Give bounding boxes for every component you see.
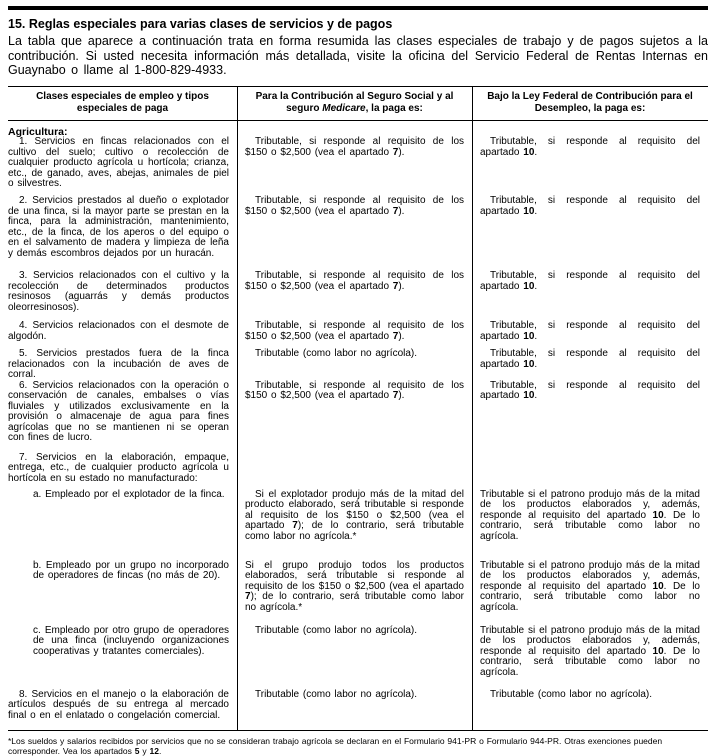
footnote: *Los sueldos y salarios recibidos por servicios que no se consideran trabajo agrícola se declaran en el Formulario 941-PR o Formulario 944-PR. Otras exenciones pueden corresponder. Vea los apartados 5 y 12. — [8, 735, 663, 756]
cell-clase-empleo: 5. Servicios prestados fuera de la finca relacionados con la incubación de aves de corral. — [8, 348, 229, 380]
cell-seguro-social: Tributable, si responde al requisito de los $150 o $2,500 (vea el apartado 7). — [245, 136, 464, 158]
cell-seguro-social: Tributable, si responde al requisito de los $150 o $2,500 (vea el apartado 7). — [245, 270, 464, 292]
table-row-7-intro — [8, 453, 708, 490]
cell-clase-empleo: a. Empleado por el explotador de la finca. — [33, 488, 225, 500]
table-row-1 — [8, 137, 708, 196]
column-divider-1 — [237, 87, 238, 730]
cell-seguro-social: Tributable (como labor no agrícola). — [255, 688, 418, 700]
cell-desempleo: Tributable si el patrono produjo más de la mitad de los productos elaborados y, además, responde al requisito del apartado 10. De lo contrario, será tributable como labor no agrícola. — [480, 488, 700, 542]
table-row-3 — [8, 271, 708, 321]
cell-seguro-social: Si el grupo produjo todos los productos elaborados, será tributable si responde al requisito de los $150 o $2,500 (vea el apartado 7); de lo contrario, será tributable como labor no agrícola.* — [245, 559, 464, 613]
cell-desempleo: Tributable, si responde al requisito del apartado 10. — [480, 320, 700, 342]
table-body — [8, 121, 708, 730]
table-row-8 — [8, 690, 708, 728]
cell-desempleo: Tributable, si responde al requisito del apartado 10. — [480, 136, 700, 158]
table-row-7c — [8, 626, 708, 690]
table-row-7b — [8, 561, 708, 626]
intro-paragraph: La tabla que aparece a continuación trata en forma resumida las clases especiales de trabajo y de pagos sujetos a la contribución. Si usted necesita información más detallada, visite la oficina del Servicio Federal de Rentas Internas en Guaynabo o llame al 1-800-829-4933. — [8, 34, 708, 77]
cell-seguro-social: Tributable, si responde al requisito de los $150 o $2,500 (vea el apartado 7). — [245, 195, 464, 217]
column-header-clases-empleo: Clases especiales de empleo y tipos especiales de paga — [36, 90, 209, 114]
cell-desempleo: Tributable, si responde al requisito del apartado 10. — [480, 348, 700, 370]
cell-desempleo: Tributable si el patrono produjo más de la mitad de los productos elaborados y, además, responde al requisito del apartado 10. De lo contrario, será tributable como labor no agrícola. — [480, 624, 700, 678]
cell-clase-empleo: 7. Servicios en la elaboración, empaque, entrega, etc., de cualquier producto agrícola u hortícola en su estado no manufacturado: — [8, 451, 229, 484]
special-rules-table — [8, 86, 708, 731]
table-row-7a — [8, 490, 708, 561]
cell-clase-empleo: 3. Servicios relacionados con el cultivo y la recolección de determinados productos resinosos (aguarrás y demás productos oleorresinosos). — [8, 270, 229, 313]
table-row-2 — [8, 196, 708, 271]
cell-clase-empleo: c. Empleado por otro grupo de operadores de una finca (incluyendo organizaciones cooperativas y tratantes comerciales). — [33, 624, 229, 657]
top-rule-divider — [8, 6, 708, 10]
cell-desempleo: Tributable, si responde al requisito del apartado 10. — [480, 379, 700, 401]
cell-seguro-social: Tributable, si responde al requisito de los $150 o $2,500 (vea el apartado 7). — [245, 320, 464, 342]
column-header-seguro-social-medicare: Para la Contribución al Seguro Social y al seguro Medicare, la paga es: — [255, 90, 454, 114]
table-row-6 — [8, 381, 708, 453]
column-divider-2 — [472, 87, 473, 730]
group-label-agricultura: Agricultura: — [8, 125, 68, 138]
cell-clase-empleo: b. Empleado por un grupo no incorporado de operadores de fincas (no más de 20). — [33, 559, 229, 581]
cell-desempleo: Tributable (como labor no agrícola). — [490, 688, 653, 700]
table-header-row — [8, 87, 708, 121]
cell-desempleo: Tributable si el patrono produjo más de la mitad de los productos elaborados y, además, responde al requisito del apartado 10. De lo contrario, será tributable como labor no agrícola. — [480, 559, 700, 613]
page-title: 15. Reglas especiales para varias clases de servicios y de pagos — [8, 17, 393, 31]
cell-clase-empleo: 2. Servicios prestados al dueño o explotador de una finca, si la mayor parte se prestan en la finca, para la administración, mantenimiento, etc., de la finca, de los aperos o del equipo o en el salvamento de madera y limpieza de leña y demás escombros dejados por un huracán. — [8, 195, 229, 259]
cell-clase-empleo: 4. Servicios relacionados con el desmote de algodón. — [8, 320, 229, 342]
cell-desempleo: Tributable, si responde al requisito del apartado 10. — [480, 195, 700, 217]
cell-seguro-social: Tributable (como labor no agrícola). — [255, 624, 418, 636]
cell-seguro-social: Tributable, si responde al requisito de los $150 o $2,500 (vea el apartado 7). — [245, 379, 464, 401]
table-row-5 — [8, 349, 708, 381]
cell-clase-empleo: 6. Servicios relacionados con la operación o conservación de canales, embalses o vías fluviales y utilizados exclusivamente en la provisión o almacenaje de agua para fines agrícolas que no se mantienen ni se operan con fines de lucro. — [8, 379, 229, 443]
cell-clase-empleo: 1. Servicios en fincas relacionados con el cultivo del suelo; cultivo o recolección de cualquier producto agrícola u hortícola; crianza, etc., de ganado, aves, abejas, animales de piel o silvestres. — [8, 136, 229, 189]
cell-seguro-social: Si el explotador produjo más de la mitad del producto elaborado, será tributable si responde al requisito de los $150 o $2,500 (vea el apartado 7); de lo contrario, será tributable como labor no agrícola.* — [245, 488, 464, 542]
table-row-4 — [8, 321, 708, 349]
cell-seguro-social: Tributable (como labor no agrícola). — [255, 348, 418, 359]
column-header-ley-desempleo: Bajo la Ley Federal de Contribución para el Desempleo, la paga es: — [487, 90, 693, 114]
cell-clase-empleo: 8. Servicios en el manejo o la elaboración de artículos después de su entrega al mercado final o en el enlatado o congelación comercial. — [8, 688, 229, 721]
cell-desempleo: Tributable, si responde al requisito del apartado 10. — [480, 270, 700, 292]
